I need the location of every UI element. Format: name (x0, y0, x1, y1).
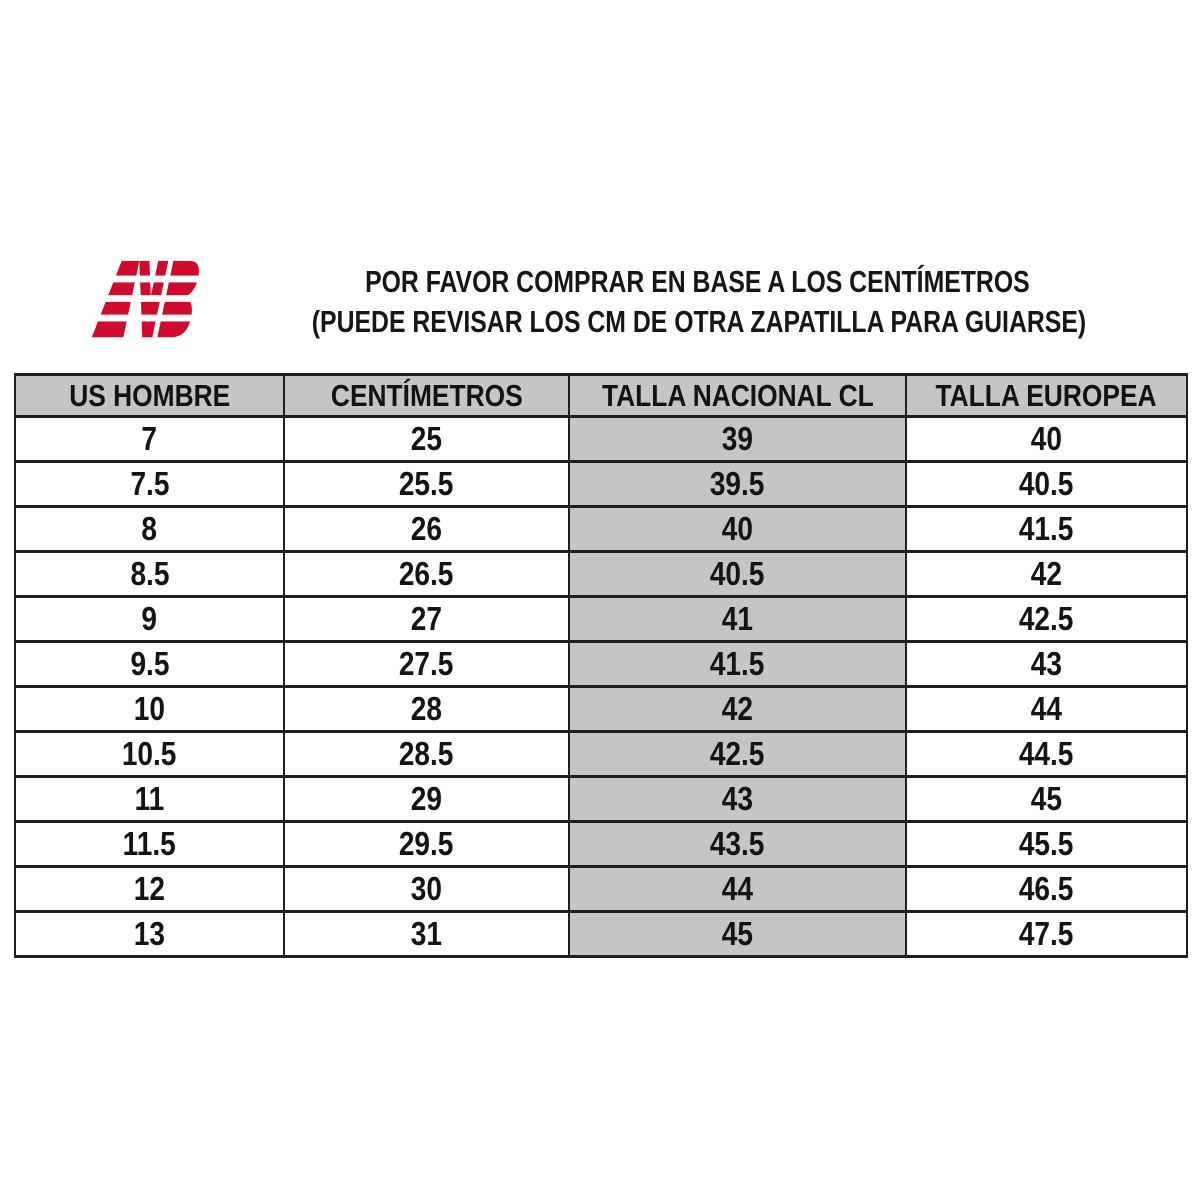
table-cell-text: 12 (133, 870, 166, 907)
table-cell-text: 47.5 (1019, 915, 1074, 952)
table-cell (906, 507, 1187, 552)
table-cell (15, 462, 284, 507)
table-cell (906, 597, 1187, 642)
table-cell (906, 732, 1187, 777)
table-cell (15, 687, 284, 732)
table-cell (284, 462, 569, 507)
table-cell-text: 27.5 (399, 645, 454, 682)
table-cell (569, 462, 906, 507)
table-cell (569, 642, 906, 687)
table-cell-text: 42 (721, 690, 754, 727)
table-cell (906, 687, 1187, 732)
table-cell-text: 41.5 (710, 645, 765, 682)
table-row (15, 507, 1187, 552)
size-conversion-table (14, 373, 1188, 958)
table-cell (906, 462, 1187, 507)
table-cell (284, 552, 569, 597)
table-row (15, 552, 1187, 597)
table-cell-text: 43 (1030, 645, 1063, 682)
table-cell (15, 867, 284, 912)
table-cell-text: 10.5 (122, 735, 177, 772)
table-row (15, 732, 1187, 777)
table-cell (569, 597, 906, 642)
table-cell-text: 7.5 (130, 465, 169, 502)
column-header (284, 375, 569, 417)
table-cell (906, 867, 1187, 912)
table-header-row (15, 375, 1187, 417)
table-row (15, 462, 1187, 507)
table-cell-text: 31 (410, 915, 443, 952)
table-cell-text: 8 (141, 510, 158, 547)
nb-logo-icon (78, 258, 204, 340)
table-cell-text: 30 (410, 870, 443, 907)
table-cell (284, 912, 569, 957)
table-cell-text: 29 (410, 780, 443, 817)
table-cell-text: 44 (721, 870, 754, 907)
table-cell (284, 507, 569, 552)
column-header (15, 375, 284, 417)
page-title (215, 262, 1180, 342)
table-cell (284, 417, 569, 462)
title-line-2-text: (PUEDE REVISAR LOS CM DE OTRA ZAPATILLA PARA GUIARSE) (311, 304, 1087, 339)
table-cell-text: 25 (410, 420, 443, 457)
column-header (569, 375, 906, 417)
table-cell (15, 912, 284, 957)
table-cell-text: 40.5 (1019, 465, 1074, 502)
table-cell-text: 44 (1030, 690, 1063, 727)
table-cell-text: 7 (141, 420, 158, 457)
table-cell (569, 732, 906, 777)
table-row (15, 417, 1187, 462)
table-cell-text: 9 (141, 600, 158, 637)
table-cell-text: 46.5 (1019, 870, 1074, 907)
table-cell-text: 40 (721, 510, 754, 547)
table-row (15, 642, 1187, 687)
table-cell (906, 552, 1187, 597)
table-cell (15, 777, 284, 822)
title-line-2 (215, 302, 1180, 342)
table-cell-text: 42 (1030, 555, 1063, 592)
table-cell (906, 912, 1187, 957)
table-cell (569, 687, 906, 732)
title-line-1-text: POR FAVOR COMPRAR EN BASE A LOS CENTÍMETROS (365, 264, 1030, 299)
table-cell (284, 732, 569, 777)
table-cell-text: 43.5 (710, 825, 765, 862)
table-cell-text: 42.5 (710, 735, 765, 772)
title-line-1 (215, 262, 1180, 302)
table-cell-text: 29.5 (399, 825, 454, 862)
table-cell (569, 822, 906, 867)
table-cell-text: 44.5 (1019, 735, 1074, 772)
table-cell (284, 777, 569, 822)
table-cell-text: 40.5 (710, 555, 765, 592)
table-row (15, 597, 1187, 642)
table-cell (906, 417, 1187, 462)
table-cell-text: 11 (134, 780, 165, 817)
table-cell-text: 45.5 (1019, 825, 1074, 862)
table-head (15, 375, 1187, 417)
table-row (15, 777, 1187, 822)
table-cell (15, 642, 284, 687)
column-header-text: CENTÍMETROS (330, 377, 523, 413)
table-cell-text: 27 (410, 600, 443, 637)
table-cell-text: 25.5 (399, 465, 454, 502)
table-cell-text: 28 (410, 690, 443, 727)
table-cell-text: 9.5 (130, 645, 169, 682)
table-row (15, 867, 1187, 912)
column-header-text: US HOMBRE (68, 377, 231, 413)
table-cell (569, 507, 906, 552)
table-cell-text: 41 (721, 600, 754, 637)
table-cell (284, 597, 569, 642)
table-cell (569, 867, 906, 912)
table-cell (569, 552, 906, 597)
table-cell (569, 912, 906, 957)
column-header-text: TALLA NACIONAL CL (601, 377, 874, 413)
table-cell-text: 40 (1030, 420, 1063, 457)
table-cell-text: 26.5 (399, 555, 454, 592)
table-body (15, 417, 1187, 957)
table-cell (906, 777, 1187, 822)
table-cell-text: 28.5 (399, 735, 454, 772)
table-cell (569, 777, 906, 822)
table-cell-text: 42.5 (1019, 600, 1074, 637)
table-cell-text: 45 (721, 915, 754, 952)
table-cell (284, 687, 569, 732)
table-cell-text: 45 (1030, 780, 1063, 817)
column-header-text: TALLA EUROPEA (935, 377, 1158, 413)
table-cell (15, 732, 284, 777)
column-header (906, 375, 1187, 417)
table-cell (906, 642, 1187, 687)
new-balance-logo (78, 258, 204, 340)
table-cell (284, 822, 569, 867)
table-cell-text: 26 (410, 510, 443, 547)
table-row (15, 822, 1187, 867)
table-cell (569, 417, 906, 462)
table-cell (906, 822, 1187, 867)
table-cell-text: 39.5 (710, 465, 765, 502)
table-cell-text: 39 (721, 420, 754, 457)
table-cell (284, 642, 569, 687)
table-row (15, 912, 1187, 957)
table-cell-text: 8.5 (130, 555, 169, 592)
table-cell (15, 417, 284, 462)
table-cell-text: 10 (133, 690, 166, 727)
table-cell (15, 507, 284, 552)
table-cell (15, 822, 284, 867)
table-cell (15, 597, 284, 642)
table-cell (15, 552, 284, 597)
table-cell-text: 43 (721, 780, 754, 817)
table-cell-text: 11.5 (122, 825, 177, 862)
table-cell-text: 41.5 (1019, 510, 1074, 547)
table-cell (284, 867, 569, 912)
table-cell-text: 13 (133, 915, 166, 952)
table-row (15, 687, 1187, 732)
